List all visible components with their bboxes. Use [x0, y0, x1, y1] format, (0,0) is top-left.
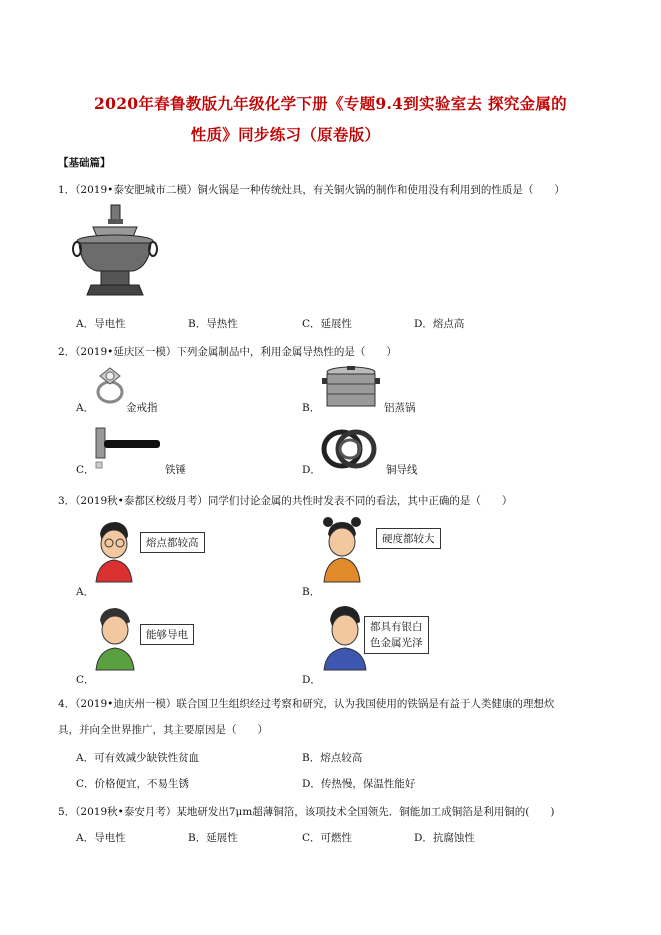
page-title-line1: 2020年春鲁教版九年级化学下册《专题9.4到实验室去 探究金属的	[94, 94, 567, 113]
gold-ring-icon	[92, 366, 128, 406]
iron-hammer-icon	[92, 428, 164, 470]
q4-option-c[interactable]: C．价格便宜，不易生锈	[76, 778, 190, 790]
q2-option-a-label: 金戒指	[126, 402, 158, 414]
q2-option-d-label: 铜导线	[386, 464, 418, 476]
q5-option-b[interactable]: B．延展性	[188, 832, 238, 844]
student-boy-glasses-icon	[92, 520, 136, 582]
q3-option-a-bubble: 熔点都较高	[140, 532, 205, 553]
q3-option-c-letter[interactable]: C．	[76, 674, 95, 686]
aluminum-steamer-icon	[322, 366, 380, 410]
q3-option-d-bubble	[364, 616, 429, 654]
q4-option-b[interactable]: B．熔点较高	[302, 752, 363, 764]
question-4-line1: 4．（2019•迪庆州一模）联合国卫生组织经过考察和研究，认为我国使用的铁锅是有益于人类健康的理想炊	[58, 698, 555, 710]
q2-option-b-label: 铝蒸锅	[384, 402, 416, 414]
q2-option-c-label: 铁锤	[165, 464, 186, 476]
q3-option-b-bubble: 硬度都较大	[376, 528, 441, 549]
q4-option-a[interactable]: A．可有效减少缺铁性贫血	[76, 752, 200, 764]
student-boy-blue-icon	[320, 604, 368, 670]
q2-option-d-letter[interactable]: D．	[302, 464, 321, 476]
copper-hotpot-icon	[75, 205, 155, 300]
q5-option-a[interactable]: A．导电性	[76, 832, 126, 844]
q3-option-b-letter[interactable]: B．	[302, 586, 321, 598]
q5-option-d[interactable]: D．抗腐蚀性	[414, 832, 475, 844]
question-2-text: 2．（2019•延庆区一模）下列金属制品中，利用金属导热性的是（ ）	[58, 346, 397, 358]
q1-option-c[interactable]: C．延展性	[302, 318, 353, 330]
q1-option-b[interactable]: B．导热性	[188, 318, 238, 330]
section-heading: 【基础篇】	[58, 157, 111, 169]
q3-option-d-bubble-line1: 都具有银白	[370, 621, 423, 633]
q5-option-c[interactable]: C．可燃性	[302, 832, 353, 844]
question-1-text: 1．（2019•泰安肥城市二模）铜火锅是一种传统灶具，有关铜火锅的制作和使用没有利用到的性质是（ ）	[58, 184, 565, 196]
question-5-text: 5．（2019秋•泰安月考）某地研发出7μm超薄铜箔，该项技术全国领先．铜能加工成铜箔是利用铜的( )	[58, 806, 555, 818]
question-3-text: 3．（2019秋•泰都区校级月考）同学们讨论金属的共性时发表不同的看法，其中正确的是（ ）	[58, 495, 513, 507]
q3-option-d-bubble-line2: 色金属光泽	[370, 637, 423, 649]
q1-option-a[interactable]: A．导电性	[76, 318, 126, 330]
q2-option-c-letter[interactable]: C．	[76, 464, 95, 476]
q1-option-d[interactable]: D．熔点高	[414, 318, 465, 330]
q2-option-b-letter[interactable]: B．	[302, 402, 321, 414]
page-title-line2: 性质》同步练习（原卷版）	[190, 125, 381, 144]
student-boy-green-icon	[92, 606, 138, 670]
q2-option-a-letter[interactable]: A．	[76, 402, 95, 414]
q3-option-d-letter[interactable]: D．	[302, 674, 321, 686]
copper-wire-icon	[320, 428, 380, 470]
q3-option-c-bubble: 能够导电	[140, 624, 194, 645]
q3-option-a-letter[interactable]: A．	[76, 586, 95, 598]
student-girl-icon	[318, 516, 366, 582]
q4-option-d[interactable]: D．传热慢，保温性能好	[302, 778, 416, 790]
question-4-line2: 具，并向全世界推广，其主要原因是（ ）	[58, 724, 268, 736]
